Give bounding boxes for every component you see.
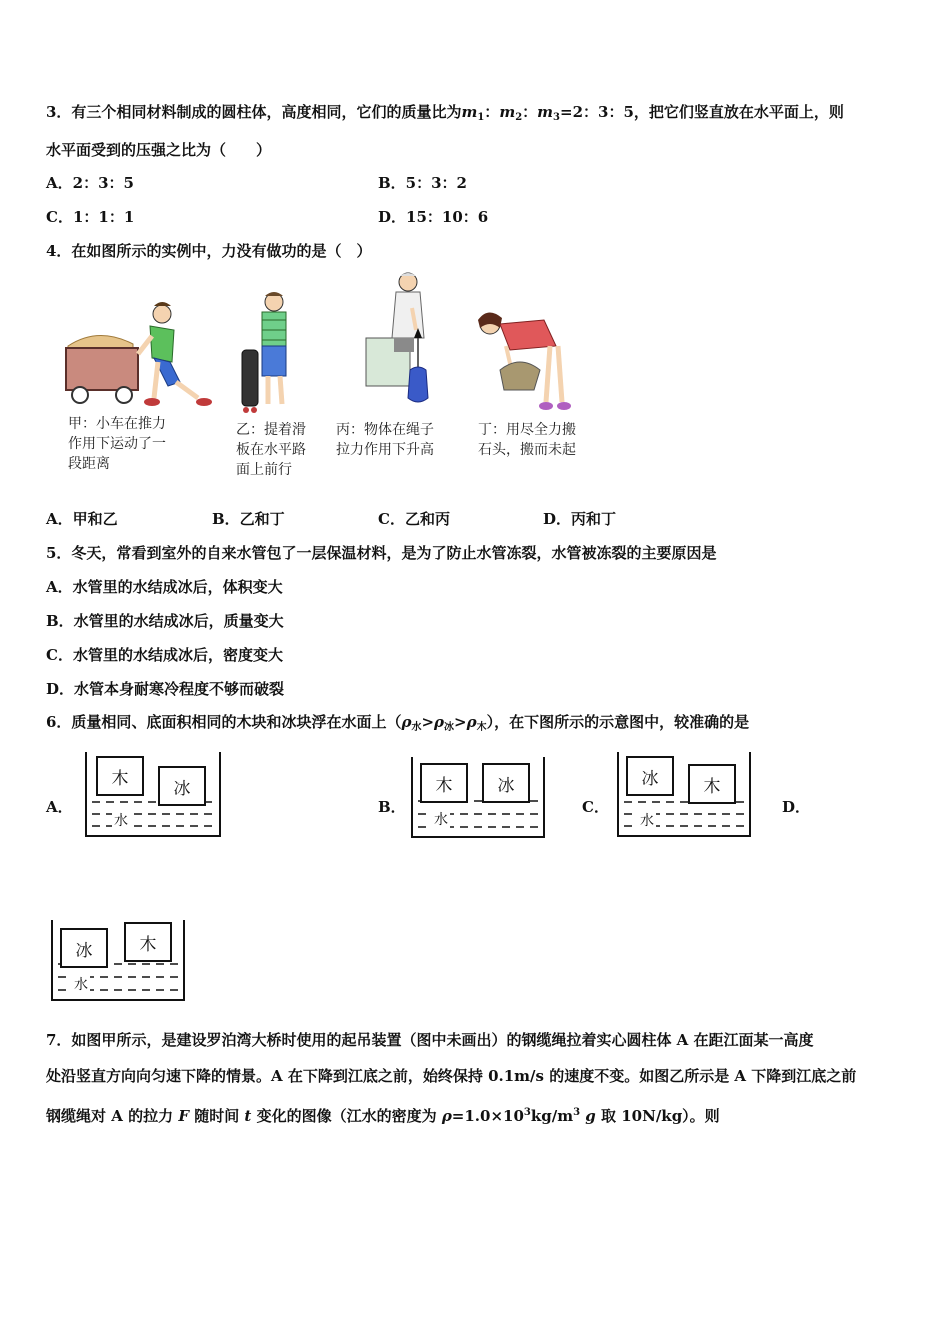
q5-option-a[interactable]: A．水管里的水结成冰后，体积变大 xyxy=(46,578,283,596)
q4-stem: 4．在如图所示的实例中，力没有做功的是（ ） xyxy=(46,242,372,260)
tank-a-water-label: 水 xyxy=(112,810,130,830)
caption-bing: 丙：物体在绳子 拉力作用下升高 xyxy=(336,422,434,458)
caption-ding: 丁：用尽全力搬 石头，搬而未起 xyxy=(478,422,576,458)
tank-b-wood-block: 木 xyxy=(420,763,468,803)
rope-lift-illustration xyxy=(364,268,444,414)
q7-line2: 处沿竖直方向向匀速下降的情景。A 在下降到江底之前，始终保持 0.1m/s 的速度不变。如图乙所示是 A 下降到江底之前 xyxy=(46,1067,857,1085)
q4-option-b[interactable]: B．乙和丁 xyxy=(212,510,285,528)
q3-option-d[interactable]: D．15：10：6 xyxy=(378,208,489,226)
q3-option-c[interactable]: C．1：1：1 xyxy=(46,208,135,226)
tank-c-wood-block: 木 xyxy=(688,764,736,804)
q3-line1: 3．有三个相同材料制成的圆柱体，高度相同，它们的质量比为$m_1$：$m_2$：$m_3=2$：3：5，把它们竖直放在水平面上，则 xyxy=(46,103,844,123)
q3-line2: 水平面受到的压强之比为（ ） xyxy=(46,141,272,159)
tank-a-wood-block: 木 xyxy=(96,756,144,796)
q5-option-b[interactable]: B．水管里的水结成冰后，质量变大 xyxy=(46,612,284,630)
caption-yi: 乙：提着滑 板在水平路 面上前行 xyxy=(236,422,306,478)
tank-b-water-label: 水 xyxy=(432,809,450,829)
q6-option-c-label[interactable]: C． xyxy=(582,798,609,816)
boy-skateboard-illustration xyxy=(238,290,308,418)
q4-option-d[interactable]: D．丙和丁 xyxy=(543,510,617,528)
caption-jia: 甲：小车在推力 作用下运动了一 段距离 xyxy=(68,416,166,472)
q7-line1: 7．如图甲所示，是建设罗泊湾大桥时使用的起吊装置（图中未画出）的钢缆绳拉着实心圆柱体 A 在距江面某一高度 xyxy=(46,1031,814,1049)
tank-a xyxy=(84,752,222,838)
lift-stone-illustration xyxy=(470,306,580,414)
q6-option-b-label[interactable]: B． xyxy=(378,798,406,816)
tank-c-ice-block: 冰 xyxy=(626,756,674,796)
tank-c xyxy=(616,752,752,838)
tank-c-water-label: 水 xyxy=(638,810,656,830)
tank-d xyxy=(50,920,186,1002)
q4-option-c[interactable]: C．乙和丙 xyxy=(378,510,450,528)
tank-b xyxy=(410,757,546,839)
q6-option-a-label[interactable]: A． xyxy=(46,798,73,816)
q6-stem: 6．质量相同、底面积相同的木块和冰块浮在水面上$(\rho_水>\rho_冰>\rho_木)$，在下图所示的示意图中，较准确的是 xyxy=(46,713,750,733)
q4-option-a[interactable]: A．甲和乙 xyxy=(46,510,118,528)
tank-d-water-label: 水 xyxy=(72,974,90,994)
q5-option-c[interactable]: C．水管里的水结成冰后，密度变大 xyxy=(46,646,283,664)
q3-option-a[interactable]: A．2：3：5 xyxy=(46,174,134,192)
q5-stem: 5．冬天，常看到室外的自来水管包了一层保温材料，是为了防止水管冻裂，水管被冻裂的主要原因是 xyxy=(46,544,717,562)
q3-option-b[interactable]: B．5：3：2 xyxy=(378,174,467,192)
q7-line3: 钢缆绳对 A 的拉力 F 随时间 t 变化的图像（江水的密度为 $\rho=1.0\times 10^3kg/m^3$ g 取 10N/kg）。则 xyxy=(46,1107,720,1125)
q6-option-d-label[interactable]: D． xyxy=(782,798,811,816)
tank-d-wood-block: 木 xyxy=(124,922,172,962)
tank-d-ice-block: 冰 xyxy=(60,928,108,968)
tank-a-ice-block: 冰 xyxy=(158,766,206,806)
cart-push-illustration xyxy=(58,298,223,410)
tank-b-ice-block: 冰 xyxy=(482,763,530,803)
q5-option-d[interactable]: D．水管本身耐寒冷程度不够而破裂 xyxy=(46,680,285,698)
